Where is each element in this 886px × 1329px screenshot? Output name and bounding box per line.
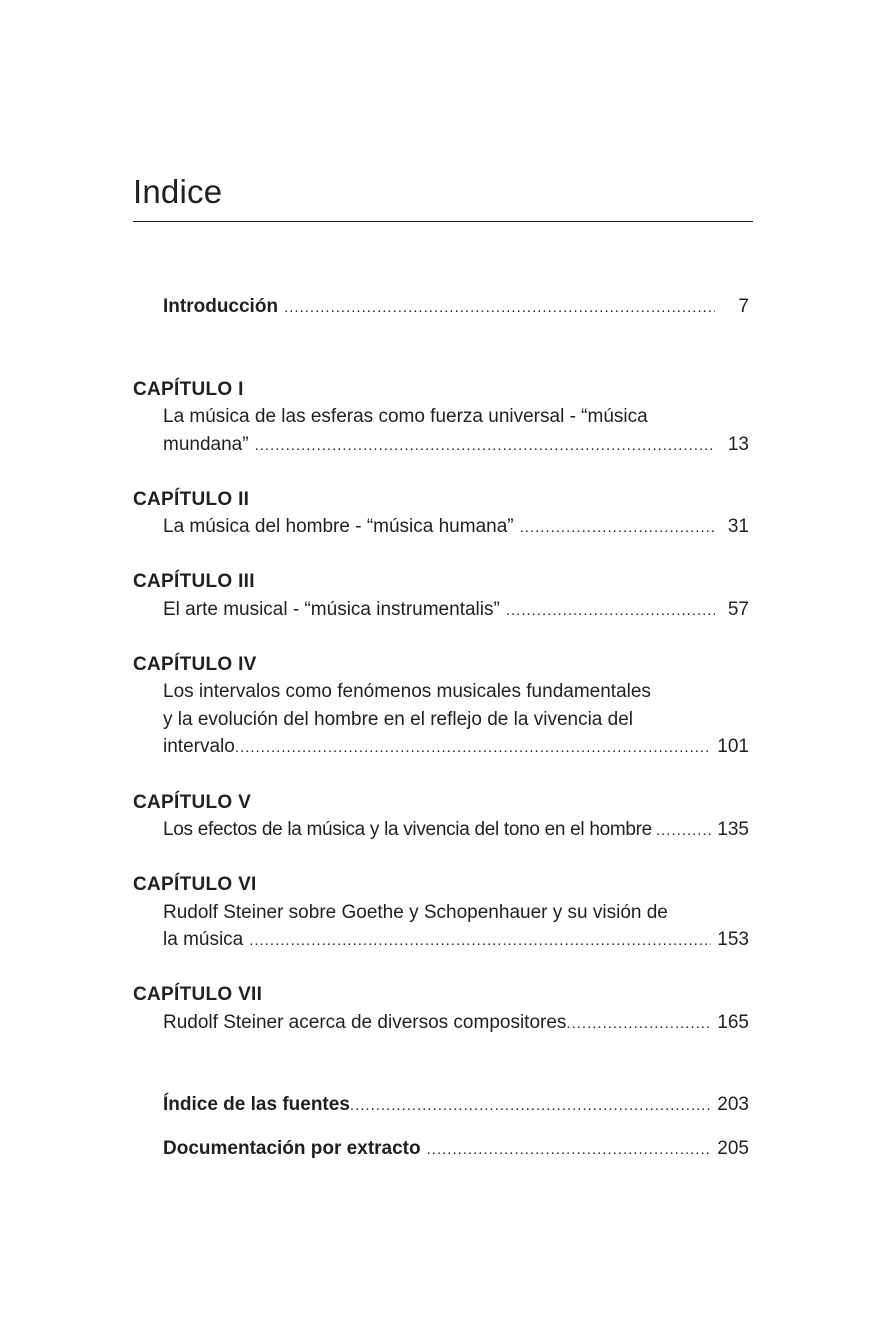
dot-leader	[427, 1136, 712, 1163]
chapter-heading-6: CAPÍTULO VI	[133, 874, 257, 895]
toc-page-number: 205	[717, 1138, 749, 1159]
toc-entry-label: intervalo	[163, 736, 235, 757]
toc-entry-chapter-7[interactable]	[163, 1009, 749, 1037]
dot-leader	[249, 927, 711, 954]
toc-entry-label: Los efectos de la música y la vivencia del tono en el hombre	[163, 819, 652, 840]
toc-entry-chapter-3[interactable]	[163, 596, 749, 624]
dot-leader	[255, 432, 715, 459]
dot-leader	[506, 597, 715, 624]
toc-page-number: 7	[738, 296, 749, 317]
chapter-heading-3: CAPÍTULO III	[133, 571, 255, 592]
toc-page-number: 135	[717, 819, 749, 840]
toc-page-number: 101	[717, 736, 749, 757]
toc-entry-label: Rudolf Steiner acerca de diversos compositores	[163, 1012, 567, 1033]
toc-entry-text: y la evolución del hombre en el reflejo de la vivencia del	[163, 709, 633, 730]
toc-page-number: 165	[717, 1012, 749, 1033]
toc-page-number: 13	[727, 434, 749, 455]
toc-entry-chapter-5[interactable]	[163, 816, 749, 844]
toc-entry-label: La música del hombre - “música humana”	[163, 516, 514, 537]
chapter-heading-5: CAPÍTULO V	[133, 792, 252, 813]
toc-entry-label: Introducción	[163, 296, 279, 317]
chapter-heading-2: CAPÍTULO II	[133, 489, 250, 510]
dot-leader	[235, 734, 711, 761]
toc-entry-chapter-4[interactable]	[163, 733, 749, 761]
toc-entry-chapter-2[interactable]	[163, 513, 749, 541]
toc-entry-label: Documentación por extracto	[163, 1138, 421, 1159]
toc-page-number: 203	[717, 1094, 749, 1115]
toc-entry-chapter-1[interactable]	[163, 431, 749, 459]
dot-leader	[350, 1092, 711, 1119]
page-title: Indice	[133, 173, 223, 210]
toc-page-number: 57	[727, 599, 749, 620]
toc-entry-documentation[interactable]	[163, 1135, 749, 1163]
toc-entry-text: Los intervalos como fenómenos musicales fundamentales	[163, 681, 651, 702]
toc-entry-label: El arte musical - “música instrumentalis”	[163, 599, 500, 620]
dot-leader	[566, 1010, 711, 1037]
toc-entry-label: Índice de las fuentes	[163, 1094, 350, 1115]
toc-entry-chapter-6[interactable]	[163, 926, 749, 954]
dot-leader	[656, 817, 713, 844]
toc-page-number: 153	[717, 929, 749, 950]
dot-leader	[520, 514, 715, 541]
toc-entry-sources-index[interactable]	[163, 1091, 749, 1119]
toc-page-number: 31	[727, 516, 749, 537]
toc-entry-intro[interactable]	[163, 293, 749, 321]
dot-leader	[284, 294, 715, 321]
chapter-heading-7: CAPÍTULO VII	[133, 984, 263, 1005]
toc-page	[133, 0, 753, 1329]
toc-entry-text: La música de las esferas como fuerza universal - “música	[163, 406, 648, 427]
toc-entry-text: Rudolf Steiner sobre Goethe y Schopenhauer y su visión de	[163, 902, 668, 923]
chapter-heading-4: CAPÍTULO IV	[133, 654, 257, 675]
title-divider	[133, 221, 753, 222]
toc-entry-label: la música	[163, 929, 244, 950]
toc-entry-label: mundana”	[163, 434, 249, 455]
chapter-heading-1: CAPÍTULO I	[133, 379, 244, 400]
